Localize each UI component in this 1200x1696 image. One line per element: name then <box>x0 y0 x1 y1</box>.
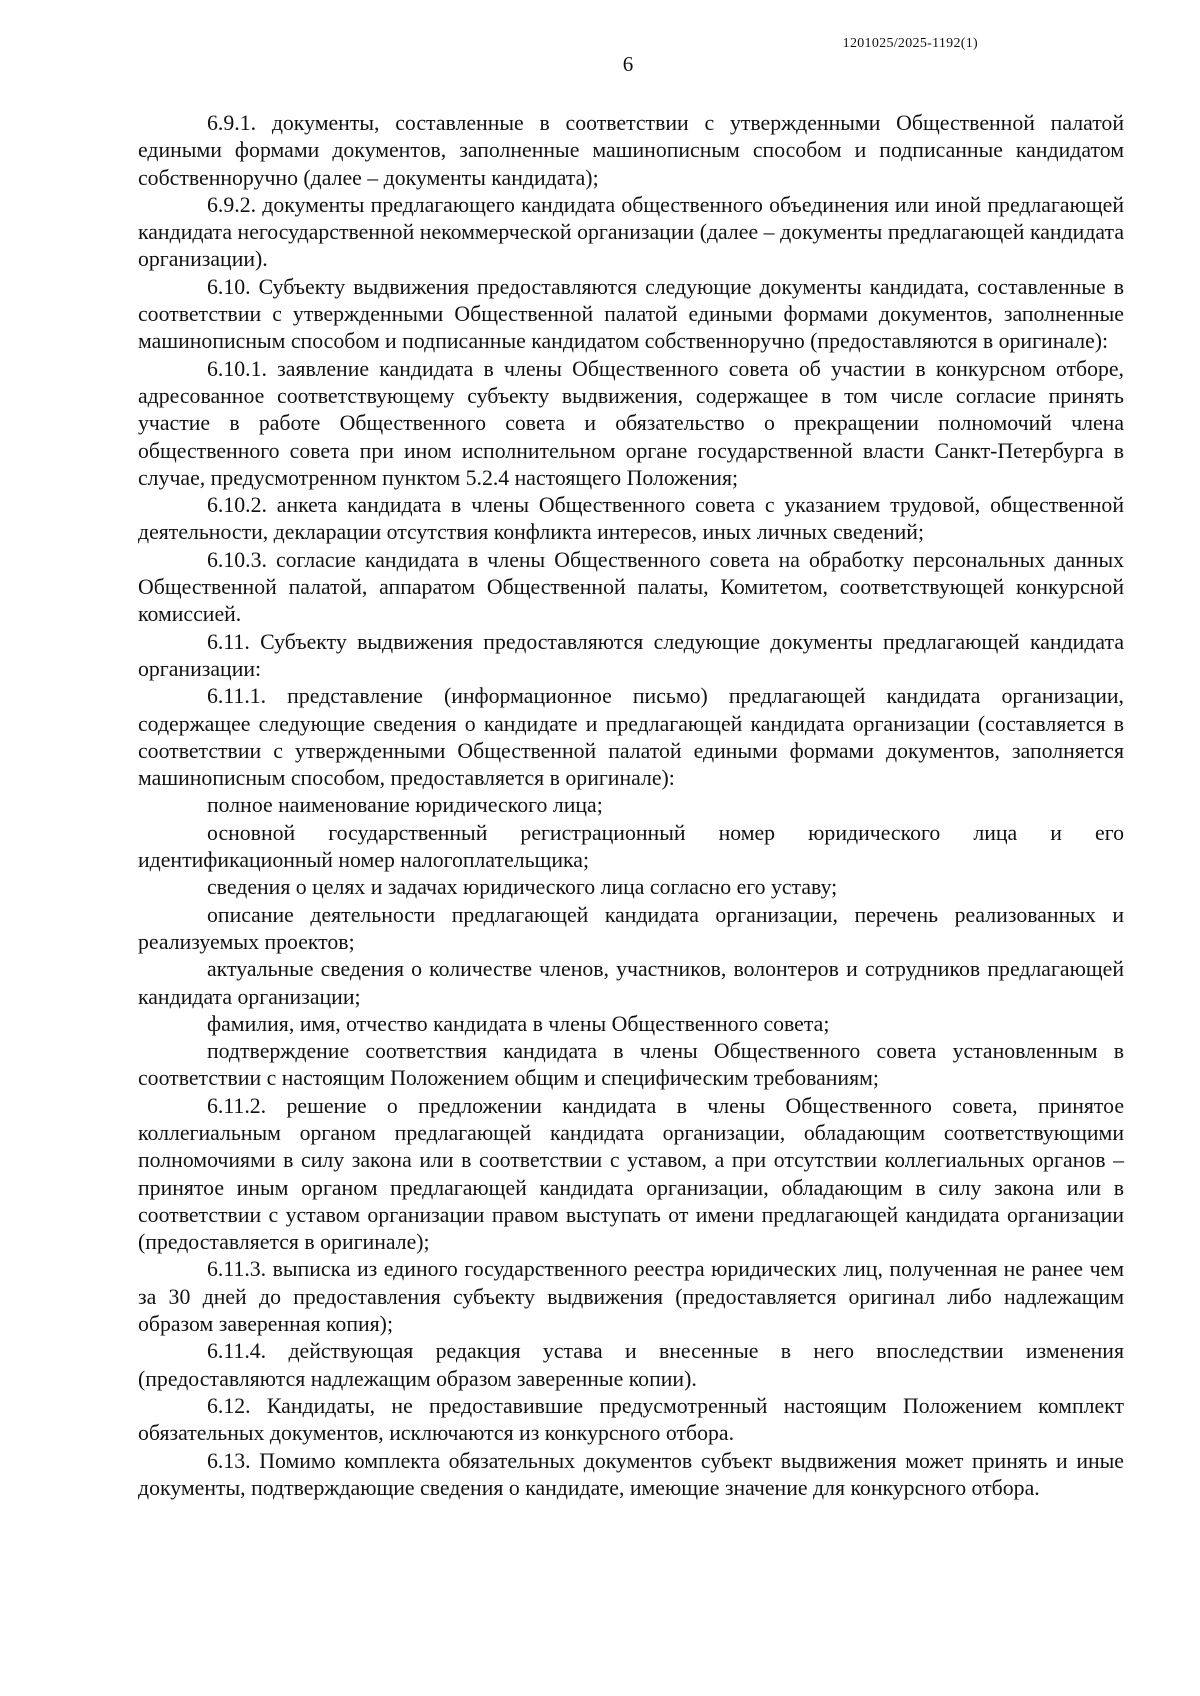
paragraph-6-11-1: 6.11.1. представление (информационное письмо) предлагающей кандидата организации, содержащее следующие сведения о кандидате и предлагающей кандидата организации (составляется в соответствии с утвержденными Общественной палатой едиными формами документов, заполняется машинописным способом, предоставляется в оригинале): <box>138 684 1124 791</box>
list-item-activity-description: описание деятельности предлагающей кандидата организации, перечень реализованных и реализуемых проектов; <box>138 902 1124 954</box>
paragraph-6-11-2: 6.11.2. решение о предложении кандидата в члены Общественного совета, принятое коллегиальным органом предлагающей кандидата организации, обладающим соответствующими полномочиями в силу закона или в соответствии с уставом, а при отсутствии коллегиальных органов – принятое иным органом предлагающей кандидата организации, обладающим в силу закона или в соответствии с уставом организации правом выступать от имени предлагающей кандидата организации (предоставляется в оригинале); <box>138 1093 1124 1255</box>
list-item-full-name: полное наименование юридического лица; <box>207 793 603 818</box>
paragraph-6-9-1: 6.9.1. документы, составленные в соответствии с утвержденными Общественной палатой едиными формами документов, заполненные машинописным способом и подписанные кандидатом собственноручно (далее – документы кандидата); <box>138 111 1124 190</box>
document-registration-number: 1201025/2025-1192(1) <box>842 36 978 51</box>
paragraph-6-10-3: 6.10.3. согласие кандидата в члены Общественного совета на обработку персональных данных Общественной палатой, аппаратом Общественной палаты, Комитетом, соответствующей конкурсной комиссией. <box>138 547 1124 627</box>
page-number: 6 <box>622 52 634 76</box>
paragraph-6-11: 6.11. Субъекту выдвижения предоставляются следующие документы предлагающей кандидата организации: <box>138 629 1124 681</box>
list-item-member-counts: актуальные сведения о количестве членов, участников, волонтеров и сотрудников предлагающей кандидата организации; <box>138 957 1124 1009</box>
paragraph-6-11-4: 6.11.4. действующая редакция устава и внесенные в него впоследствии изменения (предоставляются надлежащим образом заверенные копии). <box>138 1339 1124 1391</box>
paragraph-6-10-1: 6.10.1. заявление кандидата в члены Общественного совета об участии в конкурсном отборе, адресованное соответствующему субъекту выдвижения, содержащее в том числе согласие принять участие в работе Общественного совета и обязательство о прекращении полномочий члена общественного совета при ином исполнительном органе государственной власти Санкт-Петербурга в случае, предусмотренном пунктом 5.2.4 настоящего Положения; <box>138 356 1124 490</box>
list-item-registration-number: основной государственный регистрационный номер юридического лица и его идентификационный номер налогоплательщика; <box>138 820 1124 873</box>
paragraph-6-11-3: 6.11.3. выписка из единого государственного реестра юридических лиц, полученная не ранее чем за 30 дней до предоставления субъекту выдвижения (предоставляется оригинал либо надлежащим образом заверенная копия); <box>138 1257 1124 1337</box>
paragraph-6-10: 6.10. Субъекту выдвижения предоставляются следующие документы кандидата, составленные в соответствии с утвержденными Общественной палатой едиными формами документов, заполненные машинописным способом и подписанные кандидатом собственноручно (предоставляются в оригинале): <box>138 274 1124 354</box>
paragraph-6-9-2: 6.9.2. документы предлагающего кандидата общественного объединения или иной предлагающей кандидата негосударственной некоммерческой организации (далее – документы предлагающей кандидата организации). <box>138 192 1124 272</box>
paragraph-6-10-2: 6.10.2. анкета кандидата в члены Общественного совета с указанием трудовой, общественной деятельности, декларации отсутствия конфликта интересов, иных личных сведений; <box>138 493 1124 545</box>
list-item-compliance-confirmation: подтверждение соответствия кандидата в члены Общественного совета установленным в соответствии с настоящим Положением общим и специфическим требованиям; <box>138 1039 1124 1091</box>
document-body <box>138 110 1124 1502</box>
paragraph-6-12: 6.12. Кандидаты, не предоставившие предусмотренный настоящим Положением комплект обязательных документов, исключаются из конкурсного отбора. <box>138 1393 1124 1446</box>
list-item-candidate-name: фамилия, имя, отчество кандидата в члены Общественного совета; <box>207 1011 830 1036</box>
list-item-goals: сведения о целях и задачах юридического лица согласно его уставу; <box>207 875 838 900</box>
paragraph-6-13: 6.13. Помимо комплекта обязательных документов субъект выдвижения может принять и иные документы, подтверждающие сведения о кандидате, имеющие значение для конкурсного отбора. <box>138 1448 1124 1500</box>
